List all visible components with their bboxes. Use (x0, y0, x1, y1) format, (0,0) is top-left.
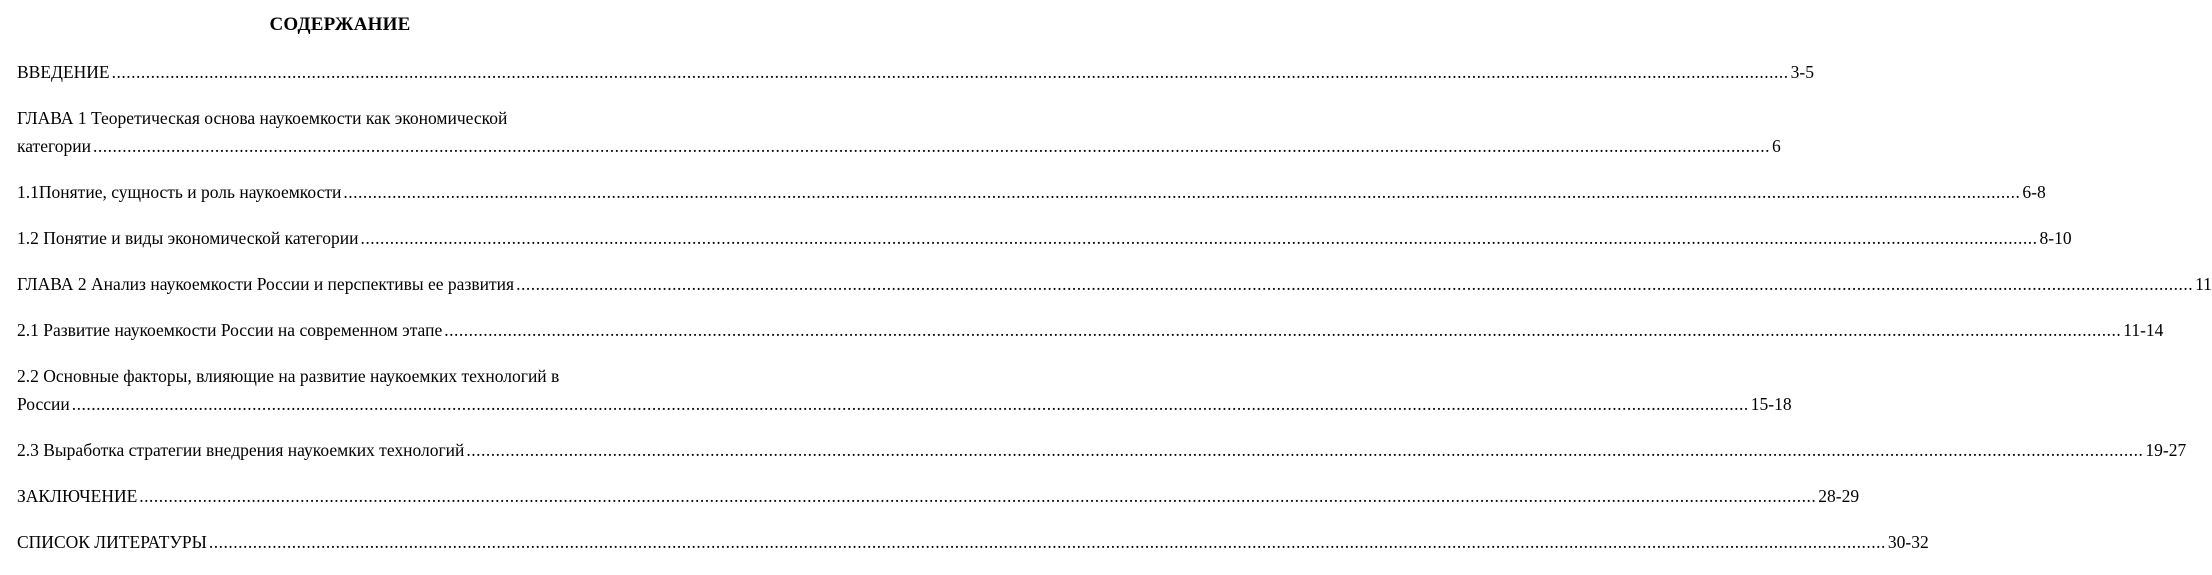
toc-entry-title: ЗАКЛЮЧЕНИЕ (17, 486, 138, 506)
leader-dots (361, 224, 2038, 252)
toc-entry-title: 2.2 Основные факторы, влияющие на развитие наукоемких технологий в (17, 366, 560, 386)
toc-page-number: 28-29 (1818, 486, 1860, 506)
toc-line (17, 482, 1860, 510)
table-of-contents (17, 58, 2212, 556)
toc-entry-title: 1.1Понятие, сущность и роль наукоемкости (17, 182, 342, 202)
toc-entry-conclusion (17, 482, 1860, 510)
toc-entry-section-1-1 (17, 178, 2046, 206)
toc-line (17, 178, 2046, 206)
toc-entry-title-continued: России (17, 394, 70, 414)
toc-line (17, 132, 1781, 160)
toc-entry-introduction (17, 58, 1814, 86)
toc-entry-title: СПИСОК ЛИТЕРАТУРЫ (17, 532, 207, 552)
toc-line (17, 362, 639, 390)
toc-page-number: 6 (1771, 136, 1781, 156)
toc-entry-title: ВВЕДЕНИЕ (17, 62, 110, 82)
leader-dots (72, 390, 1749, 418)
leader-dots (139, 482, 1816, 510)
page-title: СОДЕРЖАНИЕ (269, 14, 411, 35)
toc-line (17, 316, 2164, 344)
toc-page-number: 11 (2195, 274, 2212, 294)
leader-dots (466, 436, 2143, 464)
toc-page-number: 19-27 (2145, 440, 2187, 460)
leader-dots (93, 132, 1770, 160)
toc-entry-references (17, 528, 1929, 556)
toc-page-number: 11-14 (2123, 320, 2164, 340)
toc-page-number: 30-32 (1887, 532, 1929, 552)
toc-page-number: 8-10 (2039, 228, 2072, 248)
toc-entry-title: 1.2 Понятие и виды экономической категории (17, 228, 359, 248)
toc-entry-title: ГЛАВА 2 Анализ наукоемкости России и перспективы ее развития (17, 274, 515, 294)
toc-entry-section-2-3 (17, 436, 2187, 464)
leader-dots (112, 58, 1789, 86)
toc-line (17, 270, 2212, 298)
toc-entry-chapter-1 (17, 104, 1781, 160)
toc-line (17, 436, 2187, 464)
toc-line (17, 528, 1929, 556)
toc-entry-section-2-2 (17, 362, 1792, 418)
leader-dots (343, 178, 2020, 206)
toc-line (17, 224, 2072, 252)
toc-entry-chapter-2 (17, 270, 2212, 298)
toc-entry-title: ГЛАВА 1 Теоретическая основа наукоемкости как экономической (17, 108, 508, 128)
toc-entry-title: 2.3 Выработка стратегии внедрения наукоемких технологий (17, 440, 465, 460)
leader-dots (209, 528, 1886, 556)
toc-entry-title-continued: категории (17, 136, 91, 156)
toc-entry-section-2-1 (17, 316, 2164, 344)
toc-page-number: 15-18 (1750, 394, 1792, 414)
toc-entry-title: 2.1 Развитие наукоемкости России на современном этапе (17, 320, 443, 340)
leader-dots (516, 270, 2193, 298)
toc-page-number: 3-5 (1790, 62, 1814, 82)
toc-page-number: 6-8 (2022, 182, 2046, 202)
toc-line (17, 58, 1814, 86)
toc-line (17, 390, 1792, 418)
leader-dots (444, 316, 2121, 344)
toc-entry-section-1-2 (17, 224, 2072, 252)
toc-line (17, 104, 639, 132)
